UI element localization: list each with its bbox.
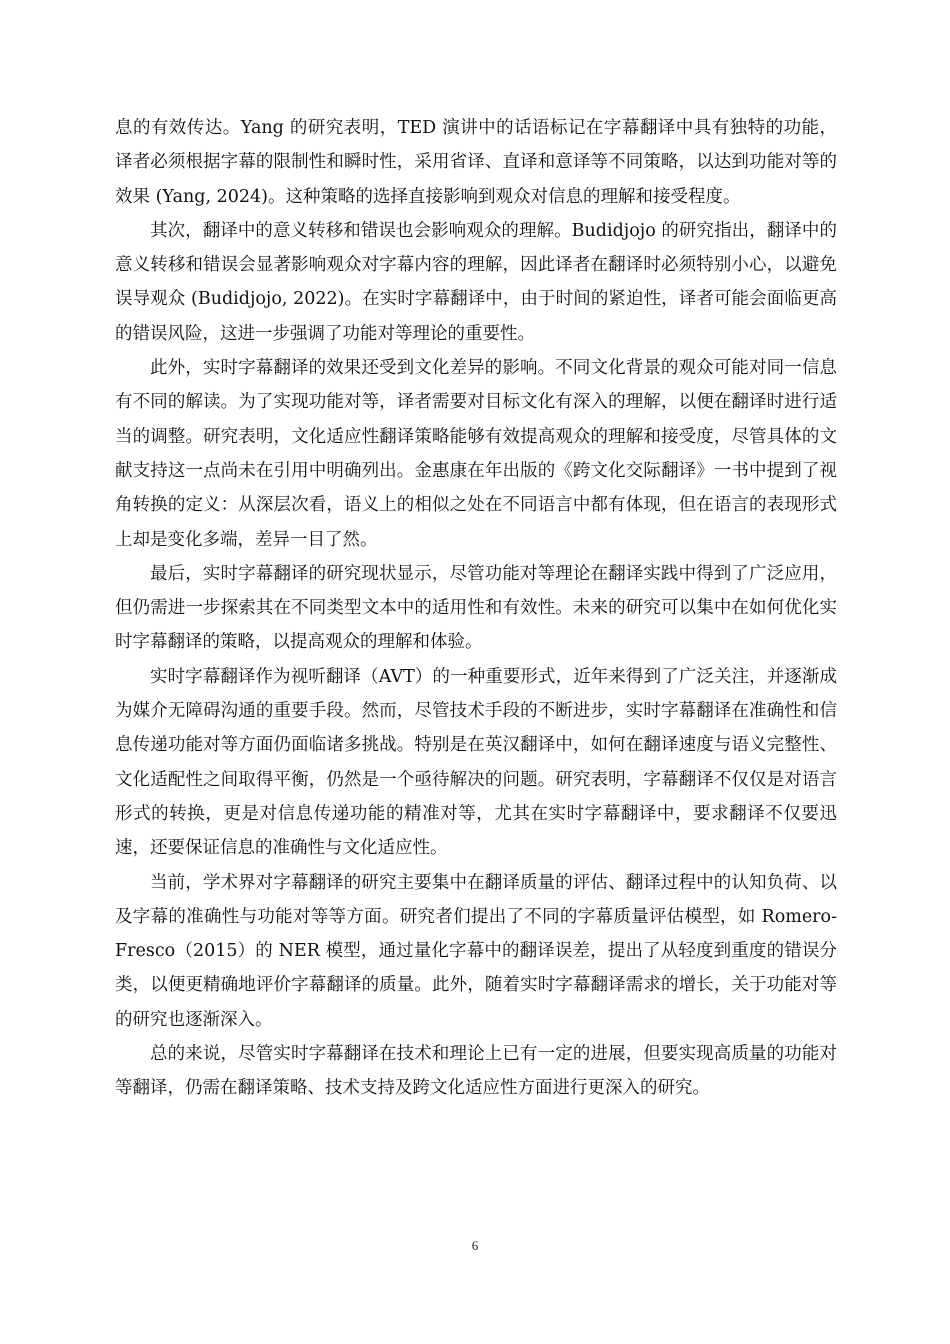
body-text xyxy=(115,111,837,1106)
paragraph: 此外，实时字幕翻译的效果还受到文化差异的影响。不同文化背景的观众可能对同一信息有不同的解读。为了实现功能对等，译者需要对目标文化有深入的理解，以便在翻译时进行适当的调整。研究表明，文化适应性翻译策略能够有效提高观众的理解和接受度，尽管具体的文献支持这一点尚未在引用中明确列出。金惠康在年出版的《跨文化交际翻译》一书中提到了视角转换的定义：从深层次看，语义上的相似之处在不同语言中都有体现，但在语言的表现形式上却是变化多端，差异一目了然。 xyxy=(115,358,837,550)
paragraph: 最后，实时字幕翻译的研究现状显示，尽管功能对等理论在翻译实践中得到了广泛应用，但仍需进一步探索其在不同类型文本中的适用性和有效性。未来的研究可以集中在如何优化实时字幕翻译的策略，以提高观众的理解和体验。 xyxy=(115,563,837,653)
paragraph: 实时字幕翻译作为视听翻译（AVT）的一种重要形式，近年来得到了广泛关注，并逐渐成为媒介无障碍沟通的重要手段。然而，尽管技术手段的不断进步，实时字幕翻译在准确性和信息传递功能对等方面仍面临诸多挑战。特别是在英汉翻译中，如何在翻译速度与语义完整性、文化适配性之间取得平衡，仍然是一个亟待解决的问题。研究表明，字幕翻译不仅仅是对语言形式的转换，更是对信息传递功能的精准对等，尤其在实时字幕翻译中，要求翻译不仅要迅速，还要保证信息的准确性与文化适应性。 xyxy=(115,666,837,859)
paragraph-continued: 息的有效传达。Yang 的研究表明，TED 演讲中的话语标记在字幕翻译中具有独特的功能，译者必须根据字幕的限制性和瞬时性，采用省译、直译和意译等不同策略，以达到功能对等的效果 (Yang, 2024)。这种策略的选择直接影响到观众对信息的理解和接受程度。 xyxy=(115,118,837,207)
paragraph: 其次，翻译中的意义转移和错误也会影响观众的理解。Budidjojo 的研究指出，翻译中的意义转移和错误会显著影响观众对字幕内容的理解，因此译者在翻译时必须特别小心，以避免误导观众 (Budidjojo, 2022)。在实时字幕翻译中，由于时间的紧迫性，译者可能会面临更高的错误风险，这进一步强调了功能对等理论的重要性。 xyxy=(115,220,837,344)
paragraph: 总的来说，尽管实时字幕翻译在技术和理论上已有一定的进展，但要实现高质量的功能对等翻译，仍需在翻译策略、技术支持及跨文化适应性方面进行更深入的研究。 xyxy=(115,1044,837,1099)
paragraph: 当前，学术界对字幕翻译的研究主要集中在翻译质量的评估、翻译过程中的认知负荷、以及字幕的准确性与功能对等等方面。研究者们提出了不同的字幕质量评估模型，如 Romero-Fresco（2015）的 NER 模型，通过量化字幕中的翻译误差，提出了从轻度到重度的错误分类，以便更精确地评价字幕翻译的质量。此外，随着实时字幕翻译需求的增长，关于功能对等的研究也逐渐深入。 xyxy=(115,872,837,1030)
page-number: 6 xyxy=(471,1238,479,1253)
